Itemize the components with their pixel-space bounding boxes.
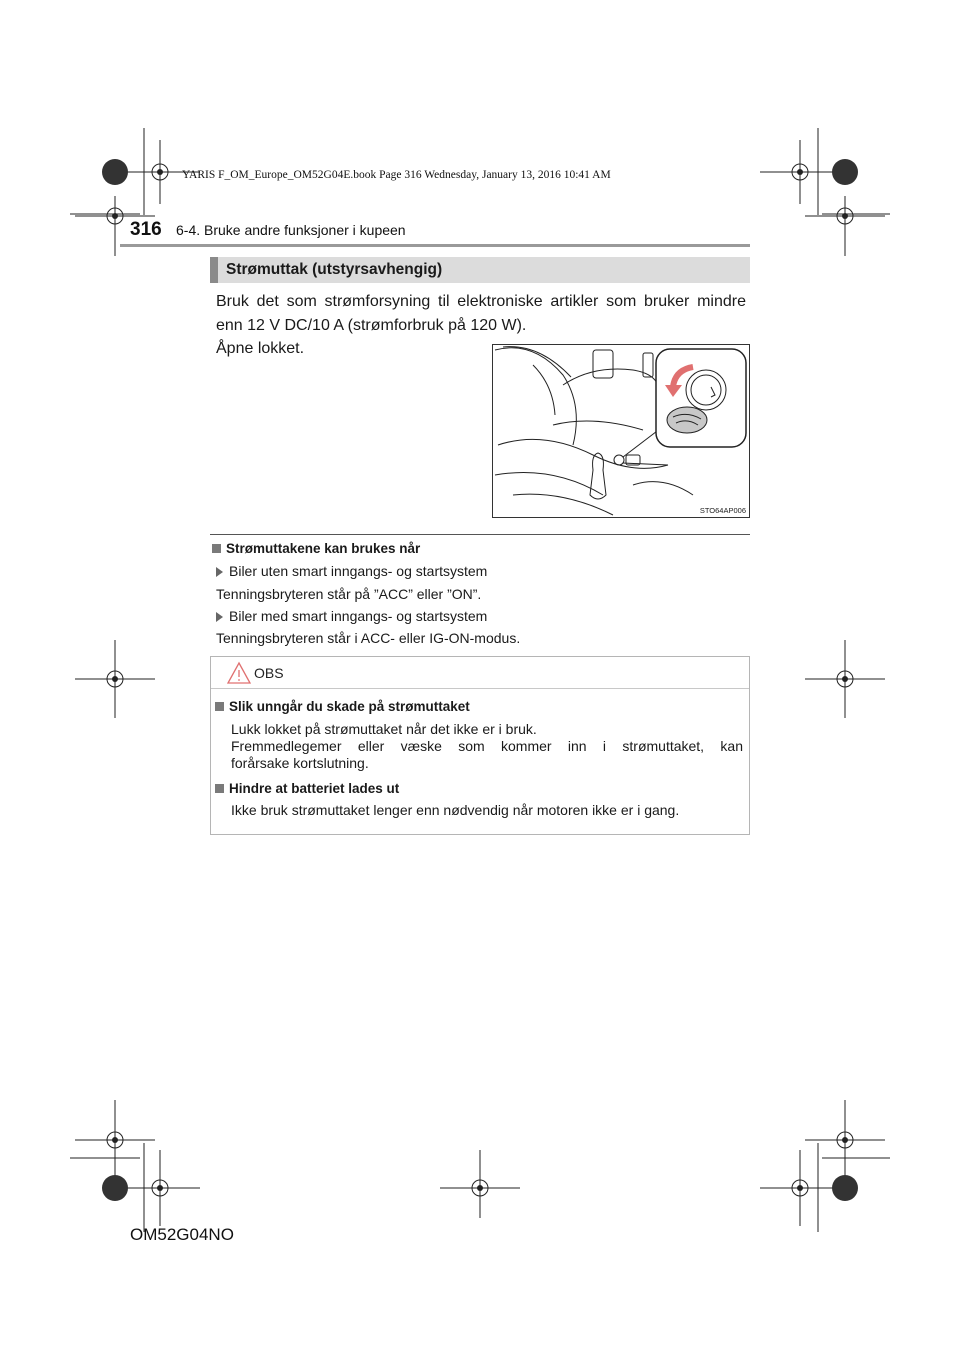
section-heading: Strømuttak (utstyrsavhengig) — [226, 261, 443, 278]
list-item-label: Biler med smart inngangs- og startsystem — [229, 608, 488, 624]
notice-paragraph — [231, 721, 743, 772]
page-number: 316 — [130, 219, 162, 240]
section-title: 6-4. Bruke andre funksjoner i kupeen — [176, 222, 406, 238]
arrow-bullet-icon — [216, 612, 223, 622]
section-heading-bar — [210, 257, 750, 283]
notice-subheading-text: Slik unngår du skade på strømuttaket — [229, 699, 470, 714]
dashboard-drawing — [493, 345, 749, 517]
separator-rule — [210, 534, 750, 535]
notice-line: Ikke bruk strømuttaket lenger enn nødvendig når motoren ikke er i gang. — [231, 802, 680, 818]
header-rule — [120, 244, 750, 247]
arrow-bullet-icon — [216, 567, 223, 577]
list-item-detail: Tenningsbryteren står i ACC- eller IG-ON-modus. — [216, 630, 521, 646]
notice-line: Fremmedlegemer eller væske som kommer inn i strømuttaket, kan — [231, 738, 743, 754]
notice-line: Lukk lokket på strømuttaket når det ikke er i bruk. — [231, 721, 537, 737]
figure-code: STO64AP006 — [699, 506, 746, 515]
usage-heading-text: Strømuttakene kan brukes når — [226, 541, 421, 556]
print-header: YARIS F_OM_Europe_OM52G04E.book Page 316 Wednesday, January 13, 2016 10:41 AM — [182, 169, 611, 181]
list-item — [216, 608, 487, 624]
usage-heading — [212, 541, 420, 556]
square-bullet-icon — [212, 544, 221, 553]
power-outlet-illustration — [492, 344, 750, 518]
document-code: OM52G04NO — [130, 1225, 234, 1244]
square-bullet-icon — [215, 784, 224, 793]
notice-subheading — [215, 699, 470, 714]
notice-header-rule — [211, 688, 749, 689]
notice-subheading-text: Hindre at batteriet lades ut — [229, 781, 400, 796]
list-item — [216, 563, 487, 579]
warning-triangle-icon — [226, 661, 252, 685]
open-lid-instruction: Åpne lokket. — [216, 340, 305, 357]
list-item-label: Biler uten smart inngangs- og startsystem — [229, 563, 488, 579]
square-bullet-icon — [215, 702, 224, 711]
notice-paragraph — [231, 802, 743, 819]
list-item-detail: Tenningsbryteren står på ”ACC” eller ”ON”. — [216, 586, 482, 602]
notice-line: forårsake kortslutning. — [231, 755, 369, 771]
notice-box — [210, 656, 750, 835]
intro-paragraph: Bruk det som strømforsyning til elektroniske artikler som bruker mindre enn 12 V DC/10 A (strømforbruk på 120 W). — [216, 293, 746, 334]
notice-subheading — [215, 781, 399, 796]
notice-label: OBS — [254, 665, 284, 681]
